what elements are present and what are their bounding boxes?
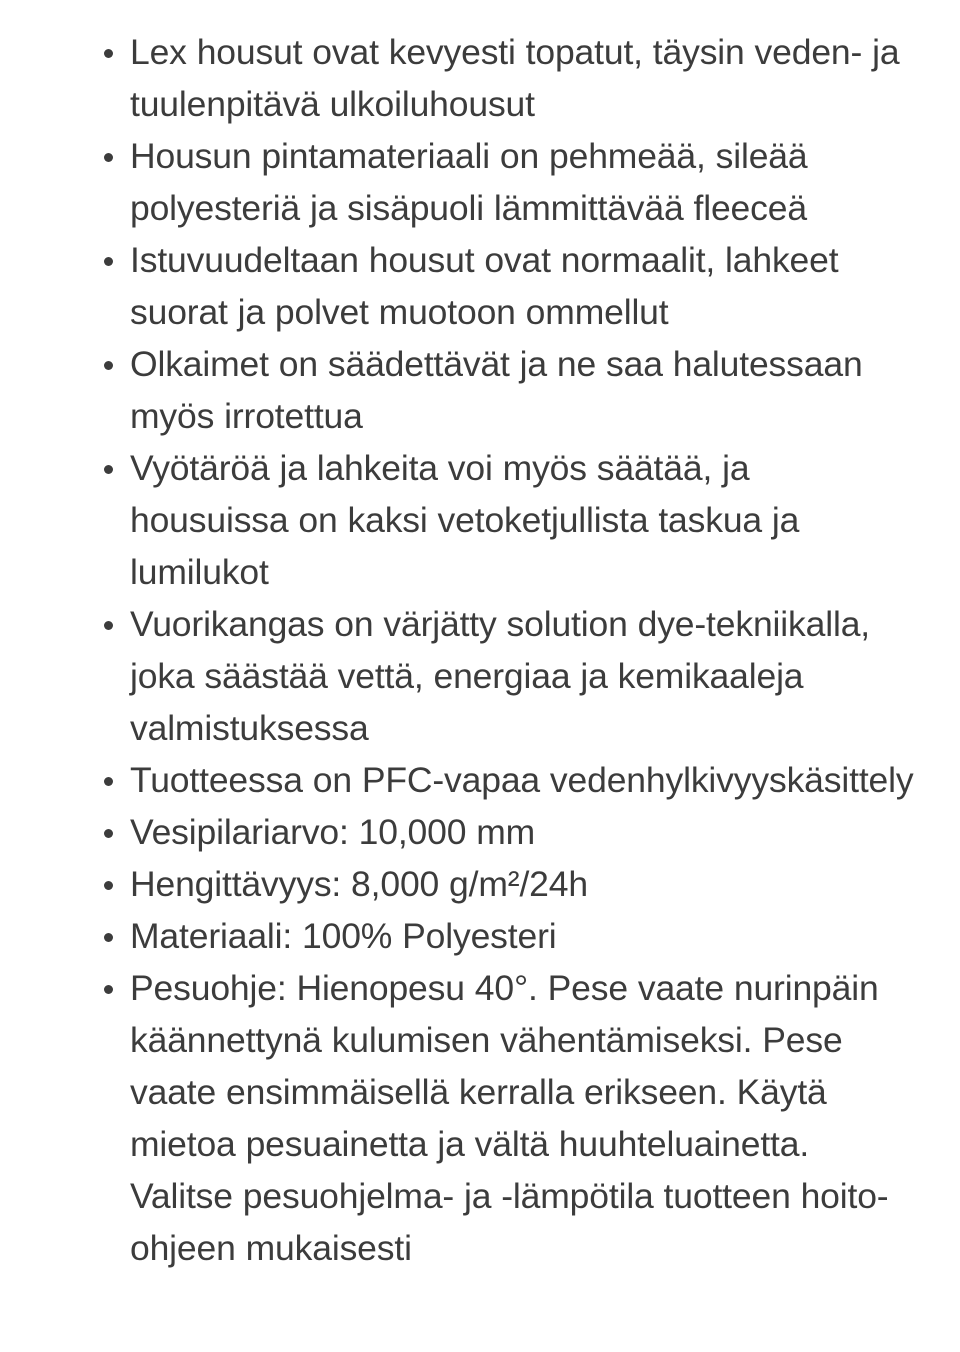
bullet-icon: [104, 910, 114, 962]
bullet-icon: [104, 806, 114, 858]
feature-text: Olkaimet on säädettävät ja ne saa halutessaan myös irrotettua: [130, 344, 863, 436]
feature-text: Hengittävyys: 8,000 g/m²/24h: [130, 864, 588, 904]
list-item: [0, 26, 916, 130]
list-item: [0, 806, 916, 858]
bullet-icon: [104, 442, 114, 494]
list-item: [0, 442, 916, 598]
list-item: [0, 598, 916, 754]
bullet-icon: [104, 26, 114, 78]
feature-text: Lex housut ovat kevyesti topatut, täysin veden- ja tuulenpitävä ulkoiluhousut: [130, 32, 900, 124]
feature-text: Vyötäröä ja lahkeita voi myös säätää, ja housuissa on kaksi vetoketjullista taskua ja lumilukot: [130, 448, 800, 592]
list-item: [0, 858, 916, 910]
feature-text: Housun pintamateriaali on pehmeää, sileää polyesteriä ja sisäpuoli lämmittävää fleeceä: [130, 136, 808, 228]
list-item: [0, 234, 916, 338]
list-item: [0, 962, 916, 1274]
bullet-icon: [104, 962, 114, 1014]
bullet-icon: [104, 754, 114, 806]
list-item: [0, 338, 916, 442]
list-item: [0, 130, 916, 234]
feature-text: Vuorikangas on värjätty solution dye-tekniikalla, joka säästää vettä, energiaa ja kemikaaleja valmistuksessa: [130, 604, 871, 748]
product-feature-list: [0, 26, 916, 1274]
feature-text: Pesuohje: Hienopesu 40°. Pese vaate nurinpäin käännettynä kulumisen vähentämiseksi. Pese vaate ensimmäisellä kerralla erikseen. Käytä mietoa pesuainetta ja vältä huuhteluainetta. Valitse pesuohjelma- ja -lämpötila tuotteen hoito-ohjeen mukaisesti: [130, 968, 889, 1268]
bullet-icon: [104, 858, 114, 910]
list-item: [0, 910, 916, 962]
bullet-icon: [104, 130, 114, 182]
bullet-icon: [104, 338, 114, 390]
feature-text: Istuvuudeltaan housut ovat normaalit, lahkeet suorat ja polvet muotoon ommellut: [130, 240, 839, 332]
feature-text: Materiaali: 100% Polyesteri: [130, 916, 557, 956]
bullet-icon: [104, 598, 114, 650]
feature-text: Tuotteessa on PFC-vapaa vedenhylkivyyskäsittely: [130, 760, 914, 800]
feature-text: Vesipilariarvo: 10,000 mm: [130, 812, 536, 852]
list-item: [0, 754, 916, 806]
bullet-icon: [104, 234, 114, 286]
